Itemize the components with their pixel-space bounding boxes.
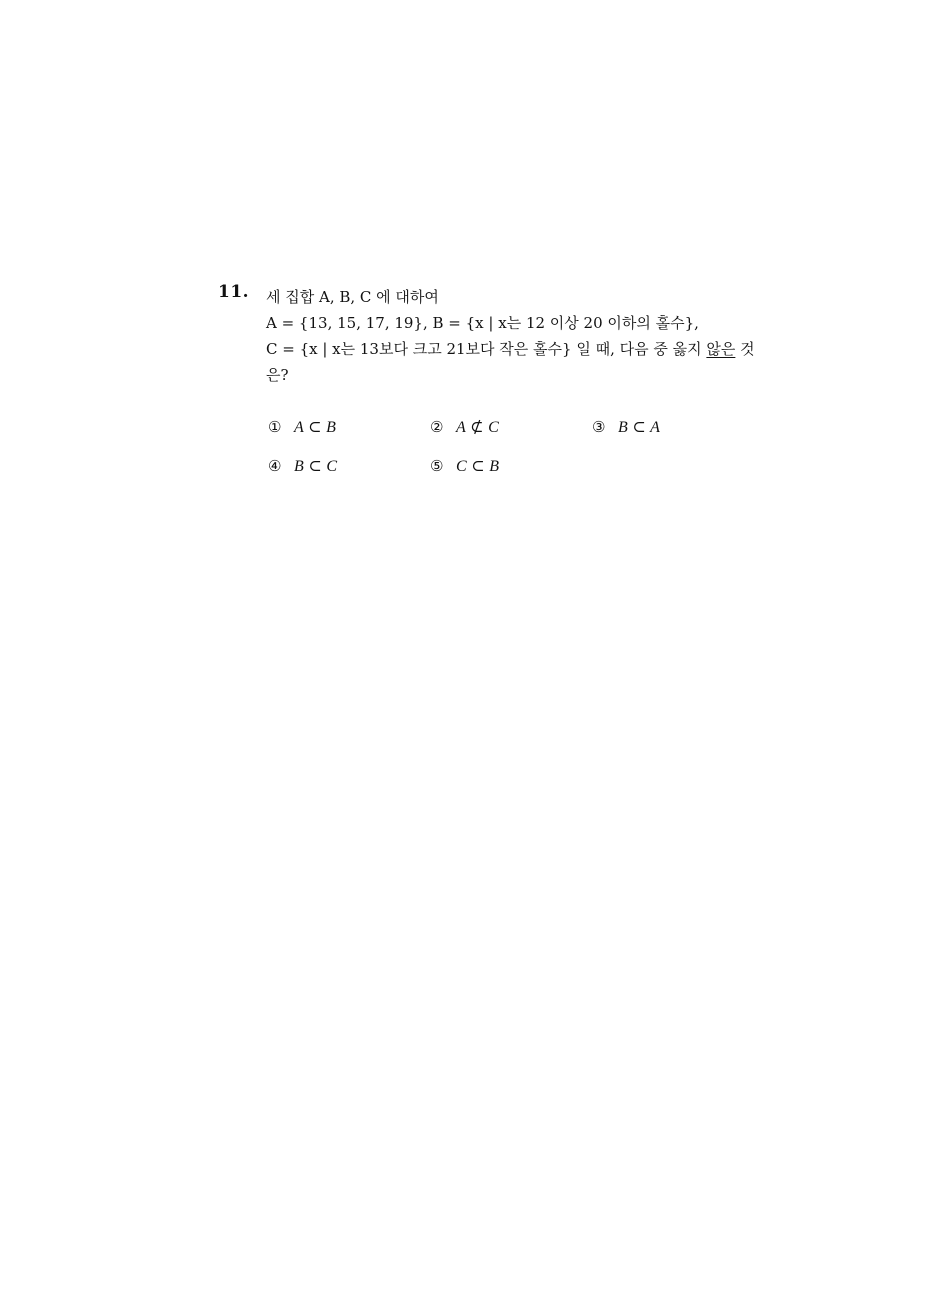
choice-1[interactable]	[268, 417, 336, 437]
choice-3[interactable]	[592, 417, 660, 437]
choice-expression: A ⊂ B	[294, 419, 337, 436]
underlined-negation: 않은	[706, 340, 736, 358]
choice-expression: B ⊂ C	[294, 458, 338, 475]
choice-number-icon: ②	[430, 418, 444, 436]
question-number: 11.	[218, 282, 250, 302]
choice-4[interactable]	[268, 456, 337, 476]
choice-number-icon: ①	[268, 418, 282, 436]
choice-2[interactable]	[430, 417, 499, 437]
question-stem	[266, 284, 766, 388]
choice-expression: B ⊂ A	[618, 419, 661, 436]
choice-number-icon: ④	[268, 457, 282, 475]
stem-line-3-tail: 것	[735, 340, 755, 358]
stem-line-2: A = {13, 15, 17, 19}, B = {x | x는 12 이상 20 이하의 홀수},	[266, 314, 699, 332]
choice-number-icon: ③	[592, 418, 606, 436]
choice-expression: C ⊂ B	[456, 458, 500, 475]
stem-line-3-text: C = {x | x는 13보다 크고 21보다 작은 홀수} 일 때, 다음 중 옳지	[266, 340, 707, 358]
stem-line-1: 세 집합 A, B, C 에 대하여	[266, 288, 439, 306]
choice-number-icon: ⑤	[430, 457, 444, 475]
stem-line-4: 은?	[266, 366, 289, 384]
stem-line-3	[266, 336, 766, 362]
choice-5[interactable]	[430, 456, 499, 476]
choice-expression: A ⊄ C	[456, 419, 500, 436]
